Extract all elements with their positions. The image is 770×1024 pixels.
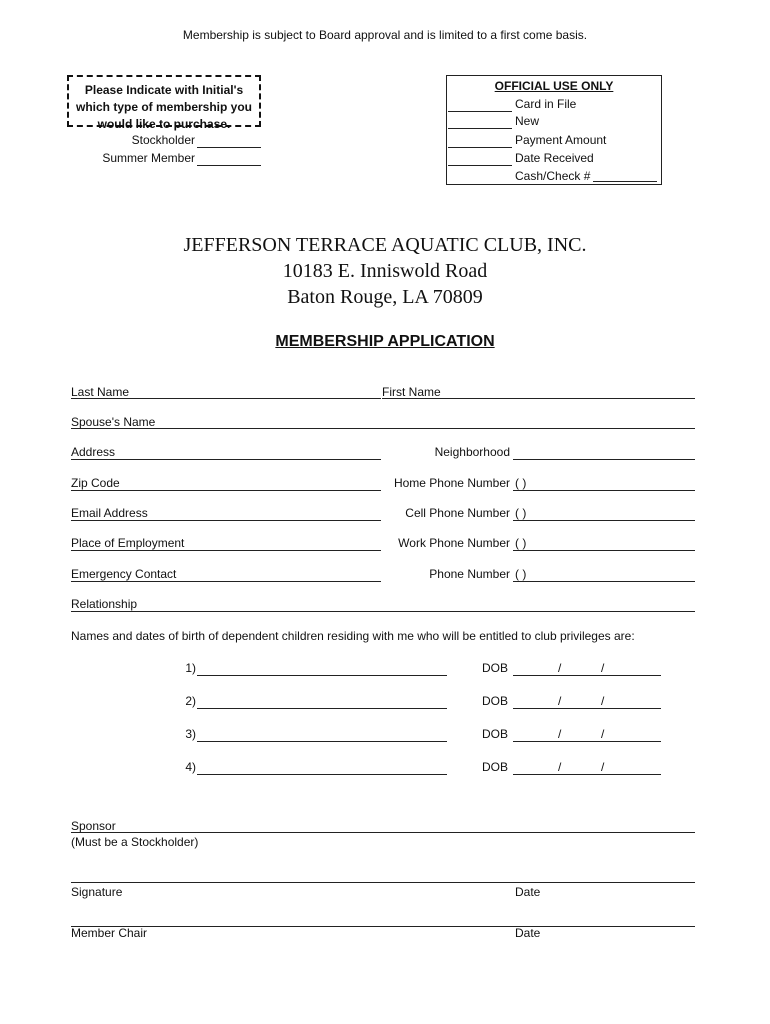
new-field[interactable] [448, 128, 512, 129]
membership-type-instructions [67, 82, 261, 133]
child-dob-field[interactable] [513, 774, 661, 775]
email-label: Email Address [71, 506, 148, 520]
instruction-line: which type of membership you [75, 100, 253, 114]
child-number: 2) [185, 694, 196, 708]
child-dob-field[interactable] [513, 741, 661, 742]
date-received-label: Date Received [515, 151, 594, 165]
sponsor-note: (Must be a Stockholder) [71, 835, 199, 849]
address-field[interactable] [71, 459, 381, 460]
emergency-contact-field[interactable] [71, 581, 381, 582]
dob-slash: / [558, 661, 562, 675]
phone-number-field[interactable] [513, 581, 695, 582]
sponsor-field[interactable] [71, 832, 695, 833]
member-chair-field[interactable] [71, 926, 695, 927]
child-dob-field[interactable] [513, 708, 661, 709]
child-name-field[interactable] [197, 708, 447, 709]
dob-slash: / [558, 760, 562, 774]
dob-slash: / [558, 727, 562, 741]
spouse-name-field[interactable] [71, 428, 695, 429]
card-in-file-field[interactable] [448, 111, 512, 112]
new-label: New [515, 114, 540, 128]
dob-label: DOB [482, 694, 509, 708]
home-phone-label: Home Phone Number [393, 476, 510, 490]
cash-check-label: Cash/Check # [515, 169, 591, 183]
signature-date-label: Date [515, 885, 541, 899]
child-dob-field[interactable] [513, 675, 661, 676]
member-chair-date-label: Date [515, 926, 541, 940]
first-name-label: First Name [382, 385, 441, 399]
club-street: 10183 E. Inniswold Road [282, 260, 488, 282]
child-name-field[interactable] [197, 741, 447, 742]
first-name-field[interactable] [382, 398, 695, 399]
dob-slash: / [558, 694, 562, 708]
home-phone-field[interactable] [513, 490, 695, 491]
dob-label: DOB [482, 760, 509, 774]
home-phone-area-code: ( ) [515, 476, 527, 490]
cell-phone-area-code: ( ) [515, 506, 527, 520]
sponsor-label: Sponsor [71, 819, 116, 833]
stockholder-initial-field[interactable] [197, 147, 261, 148]
dob-label: DOB [482, 727, 509, 741]
date-received-field[interactable] [448, 165, 512, 166]
stockholder-label: Stockholder [131, 133, 195, 147]
spouse-name-label: Spouse's Name [71, 415, 156, 429]
dob-label: DOB [482, 661, 509, 675]
cell-phone-label: Cell Phone Number [405, 506, 510, 520]
phone-area-code: ( ) [515, 567, 527, 581]
club-name: JEFFERSON TERRACE AQUATIC CLUB, INC. [183, 234, 587, 256]
work-phone-area-code: ( ) [515, 536, 527, 550]
official-use-title: OFFICIAL USE ONLY [494, 79, 614, 93]
work-phone-label: Work Phone Number [398, 536, 510, 550]
top-note: Membership is subject to Board approval and is limited to a first come basis. [182, 28, 588, 42]
member-chair-label: Member Chair [71, 926, 148, 940]
neighborhood-label: Neighborhood [434, 445, 510, 459]
form-title: MEMBERSHIP APPLICATION [275, 333, 495, 350]
child-number: 3) [185, 727, 196, 741]
email-field[interactable] [71, 520, 381, 521]
dob-slash: / [601, 661, 605, 675]
employment-field[interactable] [71, 550, 381, 551]
phone-number-label: Phone Number [429, 567, 510, 581]
signature-field[interactable] [71, 882, 695, 883]
signature-label: Signature [71, 885, 123, 899]
child-number: 4) [185, 760, 196, 774]
emergency-contact-label: Emergency Contact [71, 567, 177, 581]
dob-slash: / [601, 727, 605, 741]
dob-slash: / [601, 694, 605, 708]
neighborhood-field[interactable] [513, 459, 695, 460]
zip-code-field[interactable] [71, 490, 381, 491]
dob-slash: / [601, 760, 605, 774]
instruction-line: Please Indicate with Initial's [84, 83, 244, 97]
cash-check-field[interactable] [593, 181, 657, 182]
employment-label: Place of Employment [71, 536, 185, 550]
instruction-line: would like to purchase. [97, 117, 231, 131]
work-phone-field[interactable] [513, 550, 695, 551]
last-name-field[interactable] [71, 398, 381, 399]
relationship-label: Relationship [71, 597, 138, 611]
payment-amount-field[interactable] [448, 147, 512, 148]
children-intro: Names and dates of birth of dependent children residing with me who will be entitled to club privileges are: [71, 629, 635, 643]
relationship-field[interactable] [71, 611, 695, 612]
summer-member-initial-field[interactable] [197, 165, 261, 166]
child-name-field[interactable] [197, 675, 447, 676]
club-city: Baton Rouge, LA 70809 [287, 286, 483, 308]
card-in-file-label: Card in File [515, 97, 577, 111]
zip-code-label: Zip Code [71, 476, 120, 490]
address-label: Address [71, 445, 116, 459]
child-number: 1) [185, 661, 196, 675]
last-name-label: Last Name [71, 385, 130, 399]
cell-phone-field[interactable] [513, 520, 695, 521]
payment-amount-label: Payment Amount [515, 133, 607, 147]
child-name-field[interactable] [197, 774, 447, 775]
summer-member-label: Summer Member [102, 151, 195, 165]
